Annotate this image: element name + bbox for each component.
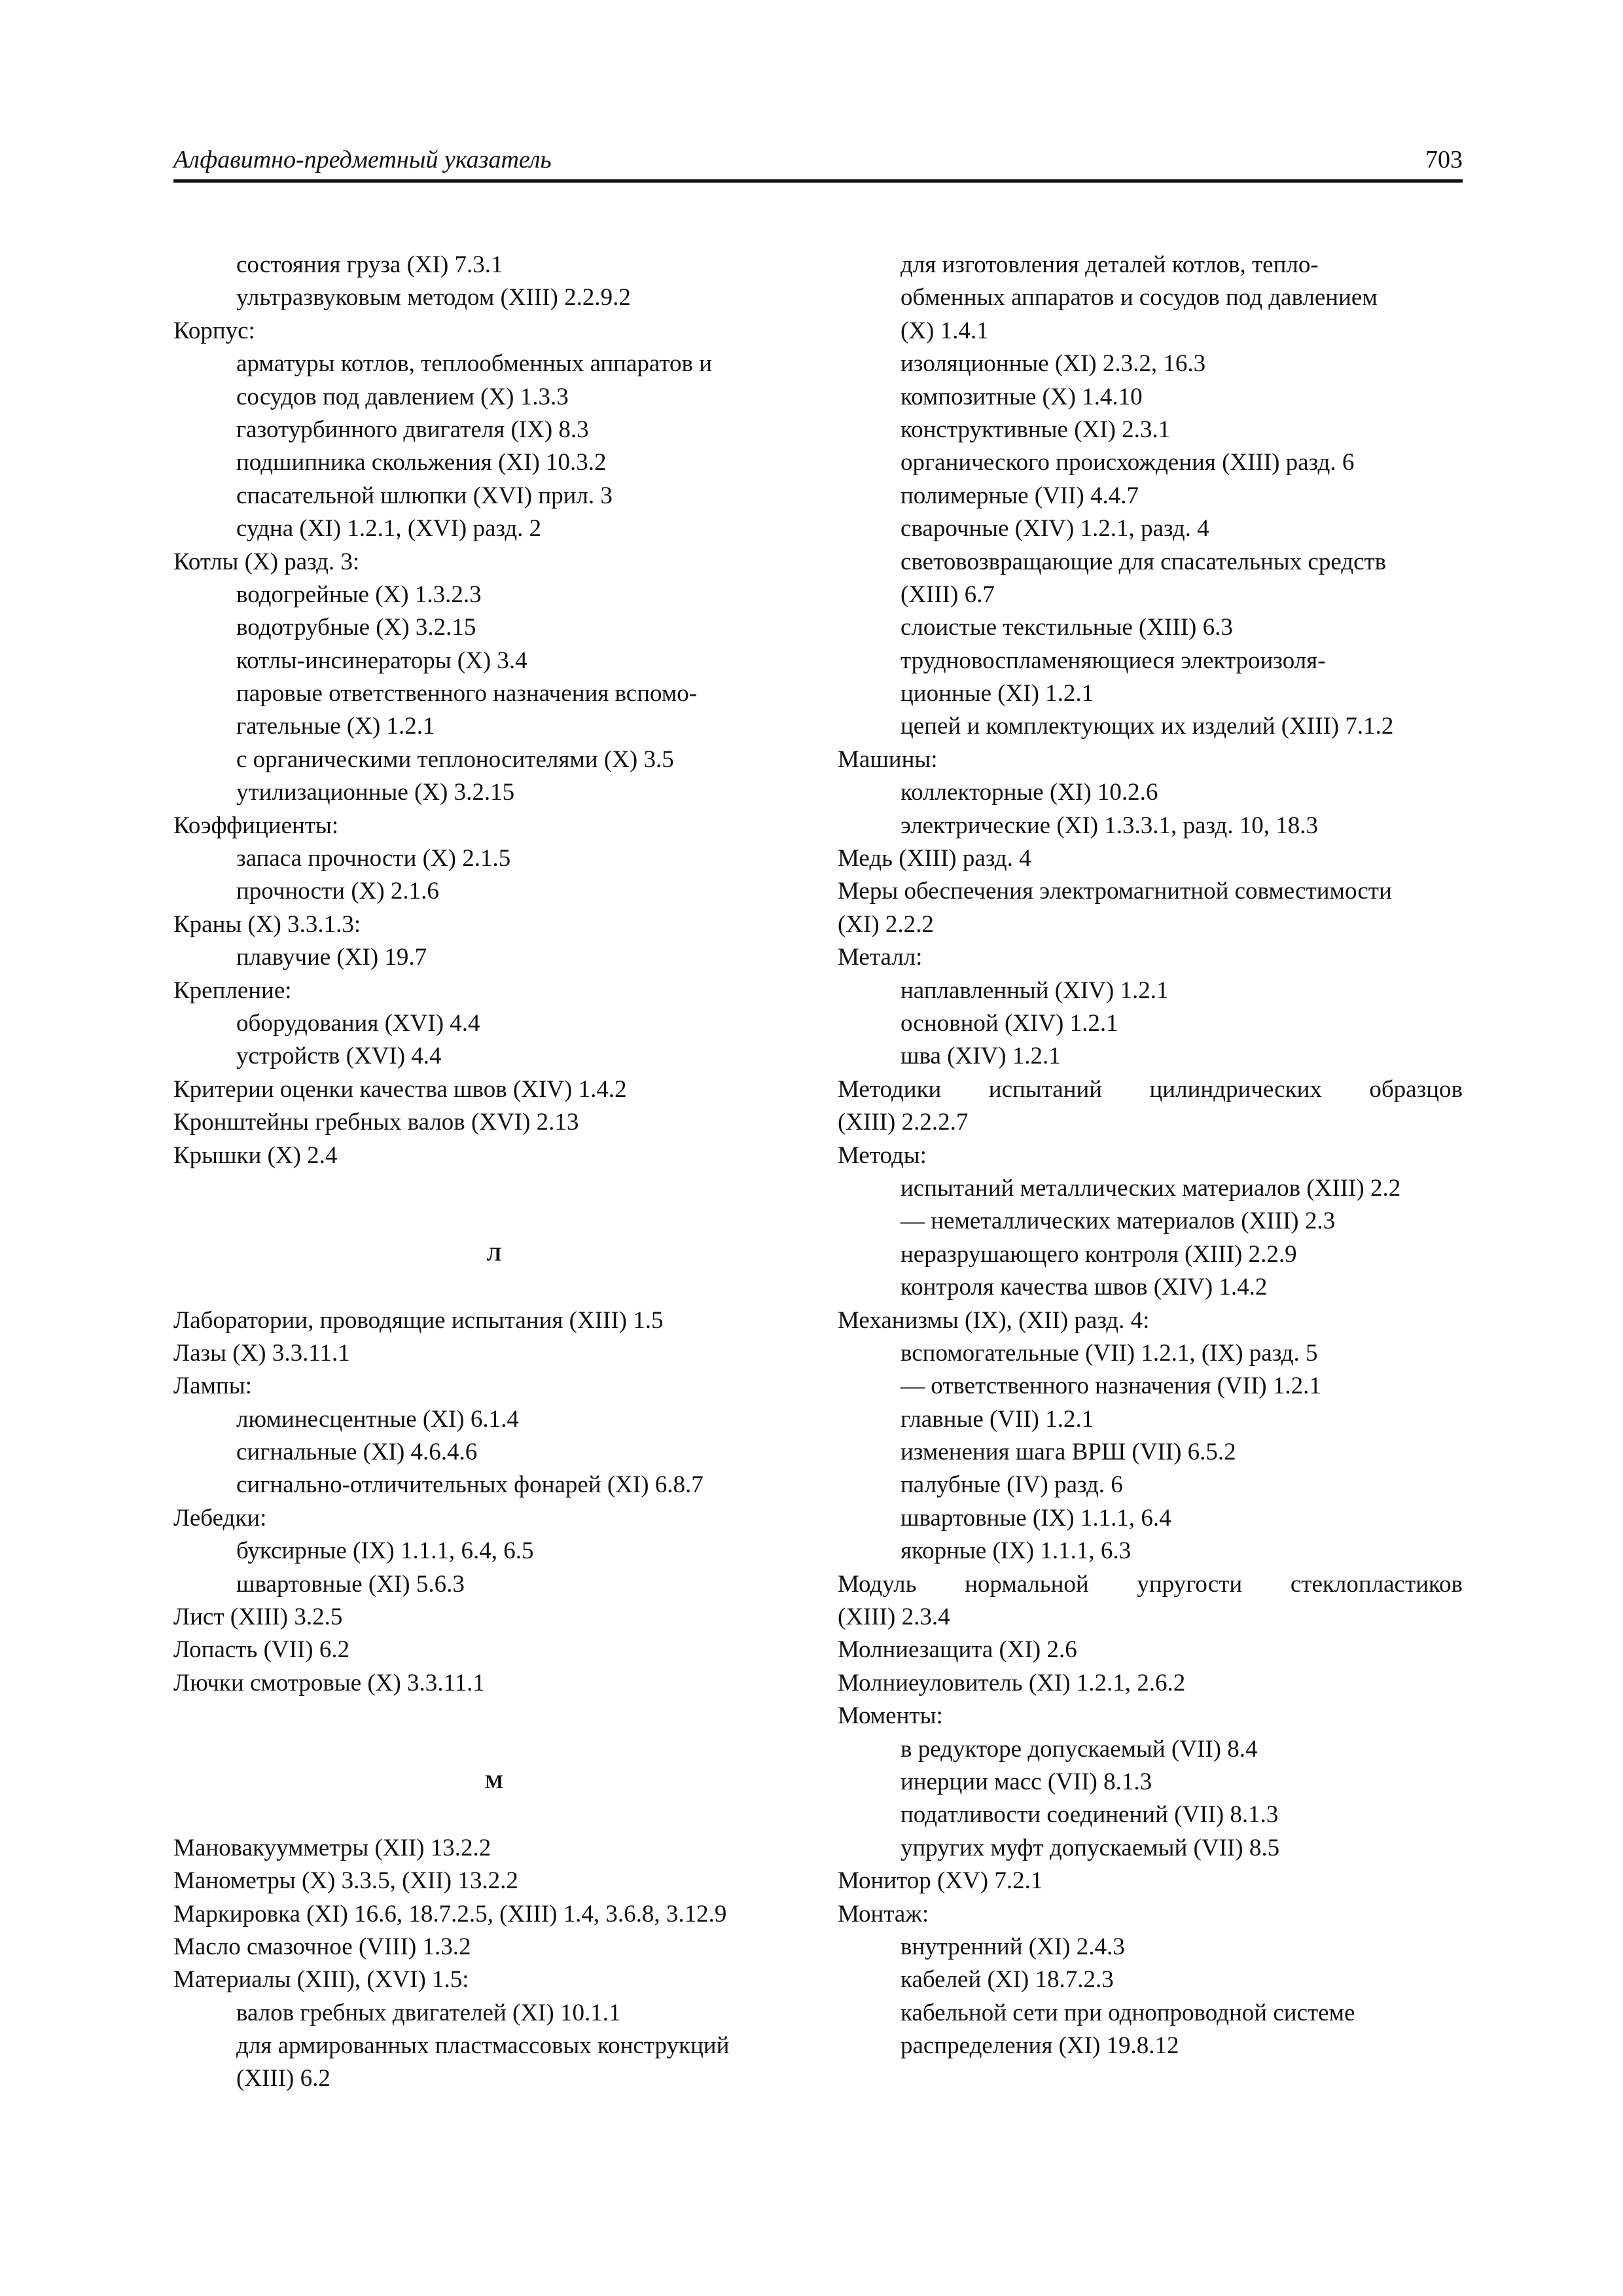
index-subentry: слоистые текстильные (XIII) 6.3: [901, 614, 1233, 641]
index-entry: Коэффициенты:: [173, 812, 339, 839]
index-entry: Монитор (XV) 7.2.1: [838, 1867, 1043, 1895]
index-entry: Методы:: [838, 1141, 927, 1169]
index-subentry: сигнальные (XI) 4.6.4.6: [236, 1439, 478, 1466]
index-subentry: водогрейные (X) 1.3.2.3: [236, 581, 482, 608]
index-column-left: [173, 249, 815, 2096]
index-entry: (XIII) 2.3.4: [838, 1604, 950, 1631]
index-subentry: трудновоспламеняющиеся электроизоля-: [901, 647, 1326, 674]
index-subentry: наплавленный (XIV) 1.2.1: [901, 977, 1169, 1004]
index-entry: Масло смазочное (VIII) 1.3.2: [173, 1933, 471, 1960]
spacer: [173, 1733, 815, 1766]
index-entry: Медь (XIII) разд. 4: [838, 845, 1031, 872]
index-subentry: конструктивные (XI) 2.3.1: [901, 416, 1171, 443]
index-entry: Молниеуловитель (XI) 1.2.1, 2.6.2: [838, 1669, 1186, 1696]
index-subentry: валов гребных двигателей (XI) 10.1.1: [236, 1999, 621, 2026]
index-subentry: в редукторе допускаемый (VII) 8.4: [901, 1735, 1258, 1763]
index-entry: Машины:: [838, 745, 938, 773]
running-title: Алфавитно-предметный указатель: [173, 146, 552, 173]
index-subentry: внутренний (XI) 2.4.3: [901, 1933, 1125, 1960]
index-entry: (XI) 2.2.2: [838, 910, 934, 938]
index-entry: Лаборатории, проводящие испытания (XIII) 1.5: [173, 1306, 664, 1334]
index-subentry: устройств (XVI) 4.4: [236, 1043, 442, 1070]
index-entry: Лопасть (VII) 6.2: [173, 1636, 350, 1664]
index-subentry: люминесцентные (XI) 6.1.4: [236, 1405, 519, 1433]
index-subentry: ционные (XI) 1.2.1: [901, 680, 1094, 708]
index-entry: Лист (XIII) 3.2.5: [173, 1604, 343, 1631]
index-entry: Кронштейны гребных валов (XVI) 2.13: [173, 1109, 579, 1136]
index-subentry: обменных аппаратов и сосудов под давлением: [901, 284, 1378, 312]
index-entry: (XIII) 2.2.2.7: [838, 1109, 969, 1136]
index-subentry: главные (VII) 1.2.1: [901, 1405, 1094, 1433]
index-subentry: швартовные (IX) 1.1.1, 6.4: [901, 1504, 1171, 1532]
index-subentry: швартовные (XI) 5.6.3: [236, 1570, 465, 1598]
index-subentry: неразрушающего контроля (XIII) 2.2.9: [901, 1240, 1297, 1268]
index-subentry: сосудов под давлением (X) 1.3.3: [236, 383, 569, 410]
section-letter: М: [484, 1770, 504, 1793]
index-subentry: для армированных пластмассовых конструкций: [236, 2032, 730, 2060]
index-subentry: сварочные (XIV) 1.2.1, разд. 4: [901, 515, 1209, 543]
spacer: [173, 1271, 815, 1304]
index-entry: Моменты:: [838, 1702, 943, 1730]
index-entry: Молниезащита (XI) 2.6: [838, 1636, 1077, 1664]
index-entry: Механизмы (IX), (XII) разд. 4:: [838, 1306, 1150, 1334]
index-entry: Мановакуумметры (XII) 13.2.2: [173, 1834, 491, 1861]
index-subentry: основной (XIV) 1.2.1: [901, 1009, 1118, 1037]
index-entry: Крепление:: [173, 977, 292, 1004]
index-subentry: запаса прочности (X) 2.1.5: [236, 845, 511, 872]
index-subentry: плавучие (XI) 19.7: [236, 944, 427, 971]
spacer: [173, 1172, 815, 1205]
index-entry: Металл:: [838, 944, 923, 971]
index-subentry: распределения (XI) 19.8.12: [901, 2032, 1179, 2060]
index-subentry: кабелей (XI) 18.7.2.3: [901, 1966, 1114, 1994]
index-subentry: световозвращающие для спасательных средств: [901, 548, 1387, 575]
index-subentry: электрические (XI) 1.3.3.1, разд. 10, 18.3: [901, 812, 1318, 839]
page-number: 703: [1425, 146, 1463, 173]
index-subentry: упругих муфт допускаемый (VII) 8.5: [901, 1834, 1280, 1861]
index-subentry: водотрубные (X) 3.2.15: [236, 614, 476, 641]
index-subentry: сигнально-отличительных фонарей (XI) 6.8.7: [236, 1471, 704, 1499]
index-subentry: состояния груза (XI) 7.3.1: [236, 251, 503, 278]
spacer: [173, 1700, 815, 1732]
index-subentry: паровые ответственного назначения вспомо-: [236, 680, 698, 708]
index-entry: Модуль нормальной упругости стеклопластиков: [838, 1570, 1463, 1598]
index-entry: Краны (X) 3.3.1.3:: [173, 910, 361, 938]
index-subentry: шва (XIV) 1.2.1: [901, 1043, 1061, 1070]
index-entry: Материалы (XIII), (XVI) 1.5:: [173, 1966, 469, 1994]
index-subentry: для изготовления деталей котлов, тепло-: [901, 251, 1319, 278]
index-subentry: полимерные (VII) 4.4.7: [901, 482, 1139, 509]
index-subentry: котлы-инсинераторы (X) 3.4: [236, 647, 527, 674]
index-entry: Лазы (X) 3.3.11.1: [173, 1339, 350, 1367]
index-subentry: контроля качества швов (XIV) 1.4.2: [901, 1274, 1268, 1301]
index-subentry: прочности (X) 2.1.6: [236, 878, 439, 905]
index-entry: Лючки смотровые (X) 3.3.11.1: [173, 1669, 485, 1696]
index-subentry: газотурбинного двигателя (IX) 8.3: [236, 416, 589, 443]
index-subentry: — неметаллических материалов (XIII) 2.3: [901, 1208, 1336, 1235]
index-entry: Методики испытаний цилиндрических образцов: [838, 1075, 1463, 1103]
index-entry: Крышки (X) 2.4: [173, 1141, 338, 1169]
page-header: [173, 145, 1463, 179]
index-subentry: судна (XI) 1.2.1, (XVI) разд. 2: [236, 515, 542, 543]
spacer: [173, 1205, 815, 1238]
index-subentry: буксирные (IX) 1.1.1, 6.4, 6.5: [236, 1537, 534, 1565]
index-subentry: кабельной сети при однопроводной системе: [901, 1999, 1355, 2026]
index-column-right: [838, 249, 1463, 2062]
index-entry: Лебедки:: [173, 1504, 267, 1532]
index-subentry: органического происхождения (XIII) разд. 6: [901, 449, 1355, 476]
index-subentry: (XIII) 6.2: [236, 2065, 330, 2092]
header-rule: [173, 179, 1463, 183]
index-subentry: изменения шага ВРШ (VII) 6.5.2: [901, 1439, 1236, 1466]
index-subentry: утилизационные (X) 3.2.15: [236, 779, 515, 806]
index-subentry: податливости соединений (VII) 8.1.3: [901, 1801, 1279, 1829]
index-subentry: коллекторные (XI) 10.2.6: [901, 779, 1158, 806]
index-subentry: подшипника скольжения (XI) 10.3.2: [236, 449, 607, 476]
index-subentry: (XIII) 6.7: [901, 581, 995, 608]
index-subentry: композитные (X) 1.4.10: [901, 383, 1143, 410]
index-subentry: спасательной шлюпки (XVI) прил. 3: [236, 482, 613, 509]
index-subentry: якорные (IX) 1.1.1, 6.3: [901, 1537, 1132, 1565]
index-subentry: ультразвуковым методом (XIII) 2.2.9.2: [236, 284, 631, 312]
index-subentry: (X) 1.4.1: [901, 317, 989, 344]
index-subentry: изоляционные (XI) 2.3.2, 16.3: [901, 350, 1206, 378]
index-subentry: — ответственного назначения (VII) 1.2.1: [901, 1372, 1321, 1400]
index-entry: Меры обеспечения электромагнитной совместимости: [838, 878, 1392, 905]
index-entry: Манометры (X) 3.3.5, (XII) 13.2.2: [173, 1867, 518, 1895]
spacer: [173, 1799, 815, 1831]
index-subentry: вспомогательные (VII) 1.2.1, (IX) разд. 5: [901, 1339, 1318, 1367]
index-entry: Монтаж:: [838, 1900, 929, 1928]
index-subentry: оборудования (XVI) 4.4: [236, 1009, 480, 1037]
index-subentry: арматуры котлов, теплообменных аппаратов и: [236, 350, 713, 378]
index-subentry: цепей и комплектующих их изделий (XIII) 7.1.2: [901, 713, 1394, 740]
index-subentry: испытаний металлических материалов (XIII) 2.2: [901, 1174, 1401, 1202]
index-subentry: с органическими теплоносителями (X) 3.5: [236, 745, 674, 773]
index-entry: Корпус:: [173, 317, 255, 344]
index-entry: Котлы (X) разд. 3:: [173, 548, 360, 575]
index-entry: Маркировка (XI) 16.6, 18.7.2.5, (XIII) 1.4, 3.6.8, 3.12.9: [173, 1900, 727, 1928]
index-subentry: гательные (X) 1.2.1: [236, 713, 435, 740]
index-subentry: инерции масс (VII) 8.1.3: [901, 1768, 1152, 1795]
index-subentry: палубные (IV) разд. 6: [901, 1471, 1123, 1499]
index-entry: Критерии оценки качества швов (XIV) 1.4.2: [173, 1075, 627, 1103]
index-entry: Лампы:: [173, 1372, 252, 1400]
section-letter: Л: [486, 1243, 502, 1265]
